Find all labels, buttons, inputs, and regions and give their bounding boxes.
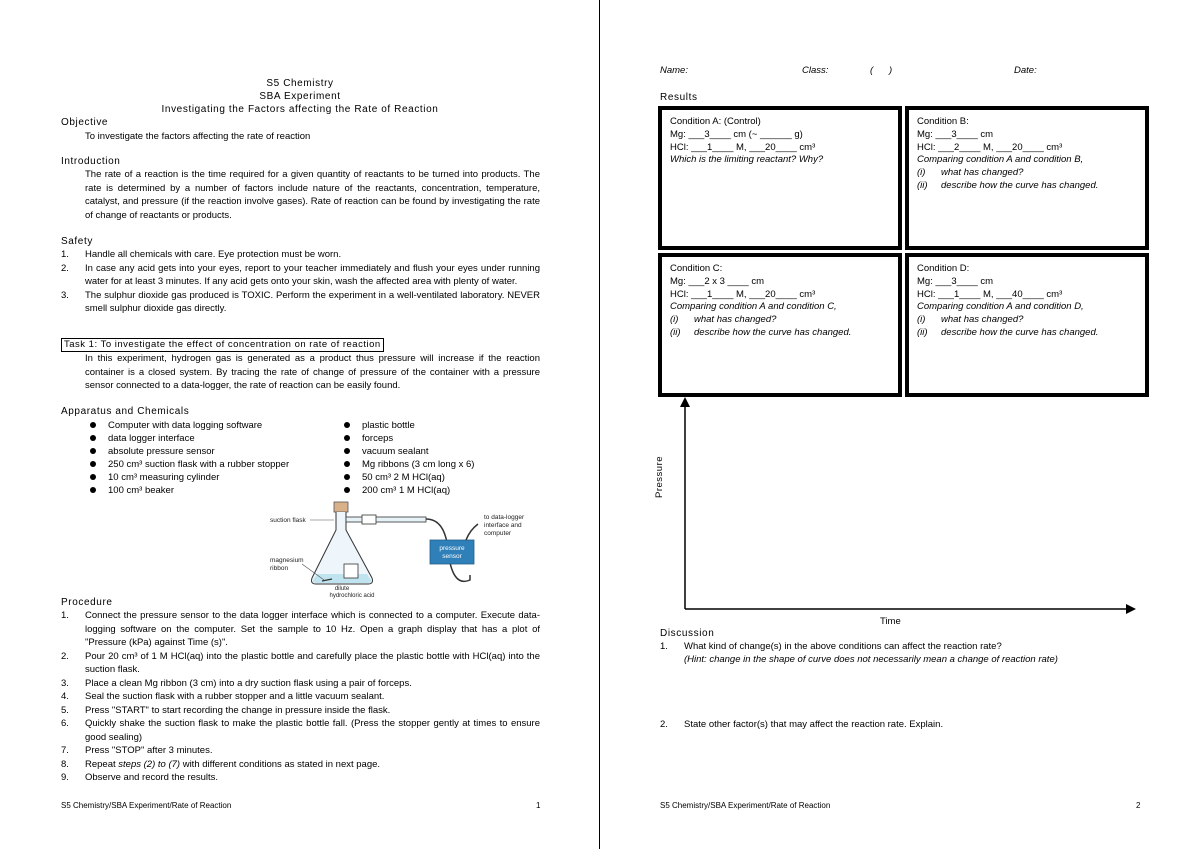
- sub-question-marker: (ii): [917, 179, 928, 191]
- step-text: Press "STOP" after 3 minutes.: [85, 745, 213, 756]
- item-number: 3.: [61, 289, 69, 301]
- sub-question: [670, 314, 890, 327]
- step-number: 2.: [61, 650, 69, 662]
- condition-a-box: [658, 106, 902, 250]
- item-number: 2.: [61, 262, 69, 274]
- procedure-step: [61, 744, 540, 758]
- introduction-heading: Introduction: [61, 156, 121, 167]
- step-number: 4.: [61, 691, 69, 702]
- apparatus-item: 50 cm³ 2 M HCl(aq): [340, 471, 540, 484]
- class-number-paren: ( ): [870, 65, 893, 76]
- objective-text: To investigate the factors affecting the rate of reaction: [85, 131, 311, 142]
- task-text: In this experiment, hydrogen gas is generated as a product thus pressure will increase if the reaction container is a closed system. By tracing the rate of change of pressure of the container with a pressure sensor connected to a data-logger, the rate of reaction can be easily found.: [85, 353, 540, 391]
- sub-question-marker: (i): [670, 314, 679, 326]
- step-text: Connect the pressure sensor to the data logger interface which is connected to a computer. Execute data-logging software on the computer. Set the sample to 10 Hz. Open a graph display that has a plot of "Pressure (kPa) against Time (s)".: [85, 610, 540, 648]
- safety-item: [61, 248, 540, 262]
- apparatus-list-right: [340, 419, 540, 497]
- apparatus-item: vacuum sealant: [340, 445, 540, 458]
- sensor-cable: [466, 524, 478, 540]
- item-text: The sulphur dioxide gas produced is TOXIC. Perform the experiment in a well-ventilated laboratory. NEVER smell sulphur dioxide gas directly.: [85, 289, 540, 314]
- sub-question-text: describe how the curve has changed.: [941, 326, 1099, 338]
- sub-question-marker: (ii): [670, 326, 681, 338]
- step-number: 1.: [61, 610, 69, 621]
- question-text: Comparing condition A and condition C,: [670, 301, 837, 313]
- safety-list: [61, 248, 540, 316]
- sensor-label: sensor: [442, 553, 462, 560]
- procedure-heading: Procedure: [61, 597, 113, 608]
- condition-title: Condition A: (Control): [670, 116, 761, 127]
- question-number: 1.: [660, 641, 668, 652]
- title-line-course: S5 Chemistry: [266, 78, 334, 89]
- sub-question-marker: (i): [917, 314, 926, 326]
- ribbon-label: ribbon: [270, 565, 289, 572]
- safety-item: [61, 289, 540, 316]
- results-graph: [660, 395, 1150, 620]
- safety-item: [61, 262, 540, 289]
- y-axis-label: Pressure: [654, 455, 665, 498]
- procedure-step: [61, 771, 540, 785]
- suction-flask-label: suction flask: [270, 517, 306, 524]
- procedure-step: [61, 690, 540, 704]
- name-label: Name:: [660, 65, 688, 76]
- hcl-amount: HCl: ___1____ M, ___20____ cm³: [670, 141, 816, 153]
- dilute-label: dilute: [334, 586, 350, 592]
- hcl-amount: HCl: ___1____ M, ___40____ cm³: [917, 288, 1063, 300]
- task-heading: Task 1: To investigate the effect of concentration on rate of reaction: [61, 338, 384, 352]
- page-2: [600, 0, 1200, 849]
- sub-question: [917, 327, 1137, 340]
- y-axis-arrow: [680, 397, 690, 407]
- procedure-step: [61, 609, 540, 650]
- sub-question-text: what has changed?: [941, 167, 1024, 179]
- apparatus-item: 200 cm³ 1 M HCl(aq): [340, 484, 540, 497]
- discussion-question-2: State other factor(s) that may affect the reaction rate. Explain.: [684, 719, 944, 730]
- sub-question: [917, 314, 1137, 327]
- x-axis-arrow: [1126, 604, 1136, 614]
- apparatus-item: 250 cm³ suction flask with a rubber stopper: [86, 458, 336, 471]
- step-text-italic: steps (2) to (7): [118, 758, 181, 770]
- apparatus-item: Computer with data logging software: [86, 419, 336, 432]
- item-text: In case any acid gets into your eyes, report to your teacher immediately and flush your eyes under running water for at least 3 minutes. If any acid gets onto your skin, wash the affected area with plenty of water.: [85, 262, 540, 287]
- page-number: 2: [1136, 801, 1141, 810]
- procedure-step: [61, 650, 540, 677]
- sub-question-text: what has changed?: [694, 314, 777, 326]
- magnesium-label: magnesium: [270, 557, 304, 564]
- data-logger-label: computer: [484, 530, 512, 537]
- data-logger-label: interface and: [484, 522, 522, 529]
- sub-question-marker: (i): [917, 167, 926, 179]
- step-number: 6.: [61, 718, 69, 729]
- sub-question: [917, 180, 1137, 193]
- apparatus-item: absolute pressure sensor: [86, 445, 336, 458]
- step-text: Pour 20 cm³ of 1 M HCl(aq) into the plastic bottle and carefully place the plastic bottle with HCl(aq) into the suction flask.: [85, 650, 540, 675]
- acid-label: hydrochloric acid: [329, 593, 375, 599]
- title-line-experiment: SBA Experiment: [259, 91, 341, 102]
- step-number: 8.: [61, 758, 69, 770]
- apparatus-item: data logger interface: [86, 432, 336, 445]
- step-text: Seal the suction flask with a rubber stopper and a little vacuum sealant.: [85, 691, 385, 702]
- apparatus-item: Mg ribbons (3 cm long x 6): [340, 458, 540, 471]
- step-text: Press "START" to start recording the change in pressure inside the flask.: [85, 704, 391, 716]
- document-title: [60, 77, 540, 116]
- apparatus-item: forceps: [340, 432, 540, 445]
- question-text: Comparing condition A and condition B,: [917, 154, 1084, 166]
- apparatus-heading: Apparatus and Chemicals: [61, 406, 190, 417]
- condition-title: Condition C:: [670, 263, 723, 274]
- item-number: 1.: [61, 249, 69, 260]
- condition-title: Condition B:: [917, 116, 969, 127]
- sub-question-text: describe how the curve has changed.: [941, 179, 1099, 191]
- step-number: 3.: [61, 677, 69, 689]
- footer-text: S5 Chemistry/SBA Experiment/Rate of Reaction: [660, 801, 831, 810]
- results-heading: Results: [660, 92, 698, 103]
- step-number: 7.: [61, 745, 69, 756]
- step-number: 9.: [61, 772, 69, 783]
- hcl-amount: HCl: ___2____ M, ___20____ cm³: [917, 141, 1063, 153]
- step-text: with different conditions as stated in next page.: [180, 758, 381, 770]
- condition-c-box: [658, 253, 902, 397]
- step-text: Place a clean Mg ribbon (3 cm) into a dry suction flask using a pair of forceps.: [85, 677, 412, 689]
- rubber-stopper: [334, 502, 348, 512]
- apparatus-list-left: [86, 419, 336, 497]
- procedure-list: [61, 609, 540, 785]
- introduction-text: The rate of a reaction is the time required for a given quantity of reactants to be turned into products. The rate is determined by a number of factors include nature of the reactants, concentration, temperature, catalyst, and pressure (if the reaction involve gases). Rate of reaction can be found by investigating the rate of change of reactants or products.: [85, 169, 540, 221]
- apparatus-item: 100 cm³ beaker: [86, 484, 336, 497]
- plastic-bottle: [344, 564, 358, 578]
- procedure-step: [61, 677, 540, 691]
- mg-amount: Mg: ___2 x 3 ____ cm: [670, 275, 764, 287]
- sub-question: [670, 327, 890, 340]
- question-number: 2.: [660, 719, 668, 730]
- mg-amount: Mg: ___3____ cm: [917, 128, 994, 140]
- class-label: Class:: [802, 65, 829, 76]
- x-axis-label: Time: [880, 616, 901, 627]
- sub-question-marker: (ii): [917, 326, 928, 338]
- condition-b-box: [905, 106, 1149, 250]
- condition-title: Condition D:: [917, 263, 970, 274]
- item-text: Handle all chemicals with care. Eye protection must be worn.: [85, 249, 342, 260]
- procedure-step: [61, 704, 540, 718]
- footer-text: S5 Chemistry/SBA Experiment/Rate of Reaction: [61, 801, 232, 810]
- discussion-heading: Discussion: [660, 628, 715, 639]
- apparatus-diagram: [270, 500, 540, 592]
- date-label: Date:: [1014, 65, 1037, 76]
- discussion-hint: (Hint: change in the shape of curve does not necessarily mean a change of reaction rate): [684, 654, 1058, 665]
- step-number: 5.: [61, 704, 69, 716]
- step-text: Quickly shake the suction flask to make the plastic bottle fall. (Press the stopper gently at times to ensure good sealing): [85, 718, 540, 743]
- sub-question-text: describe how the curve has changed.: [694, 326, 852, 338]
- sensor-label: pressure: [439, 545, 465, 552]
- sub-question-text: what has changed?: [941, 314, 1024, 326]
- data-logger-label: to data-logger: [484, 514, 525, 521]
- apparatus-item: plastic bottle: [340, 419, 540, 432]
- hcl-amount: HCl: ___1____ M, ___20____ cm³: [670, 288, 816, 300]
- safety-heading: Safety: [61, 236, 93, 247]
- question-text: Comparing condition A and condition D,: [917, 301, 1084, 313]
- title-line-topic: Investigating the Factors affecting the Rate of Reaction: [161, 104, 439, 115]
- sub-question: [917, 167, 1137, 180]
- side-arm-tube: [346, 517, 426, 522]
- step-text: Observe and record the results.: [85, 772, 219, 783]
- tube-connector: [362, 515, 376, 524]
- question-text: Which is the limiting reactant? Why?: [670, 154, 824, 166]
- condition-d-box: [905, 253, 1149, 397]
- page-number: 1: [536, 801, 541, 810]
- procedure-step: [61, 758, 540, 772]
- apparatus-item: 10 cm³ measuring cylinder: [86, 471, 336, 484]
- discussion-question-1: What kind of change(s) in the above conditions can affect the reaction rate?: [684, 641, 1002, 652]
- objective-heading: Objective: [61, 117, 109, 128]
- procedure-step: [61, 717, 540, 744]
- pressure-sensor: [430, 540, 474, 564]
- mg-amount: Mg: ___3____ cm (~ ______ g): [670, 128, 803, 140]
- step-text: Repeat: [85, 758, 119, 770]
- mg-amount: Mg: ___3____ cm: [917, 275, 994, 287]
